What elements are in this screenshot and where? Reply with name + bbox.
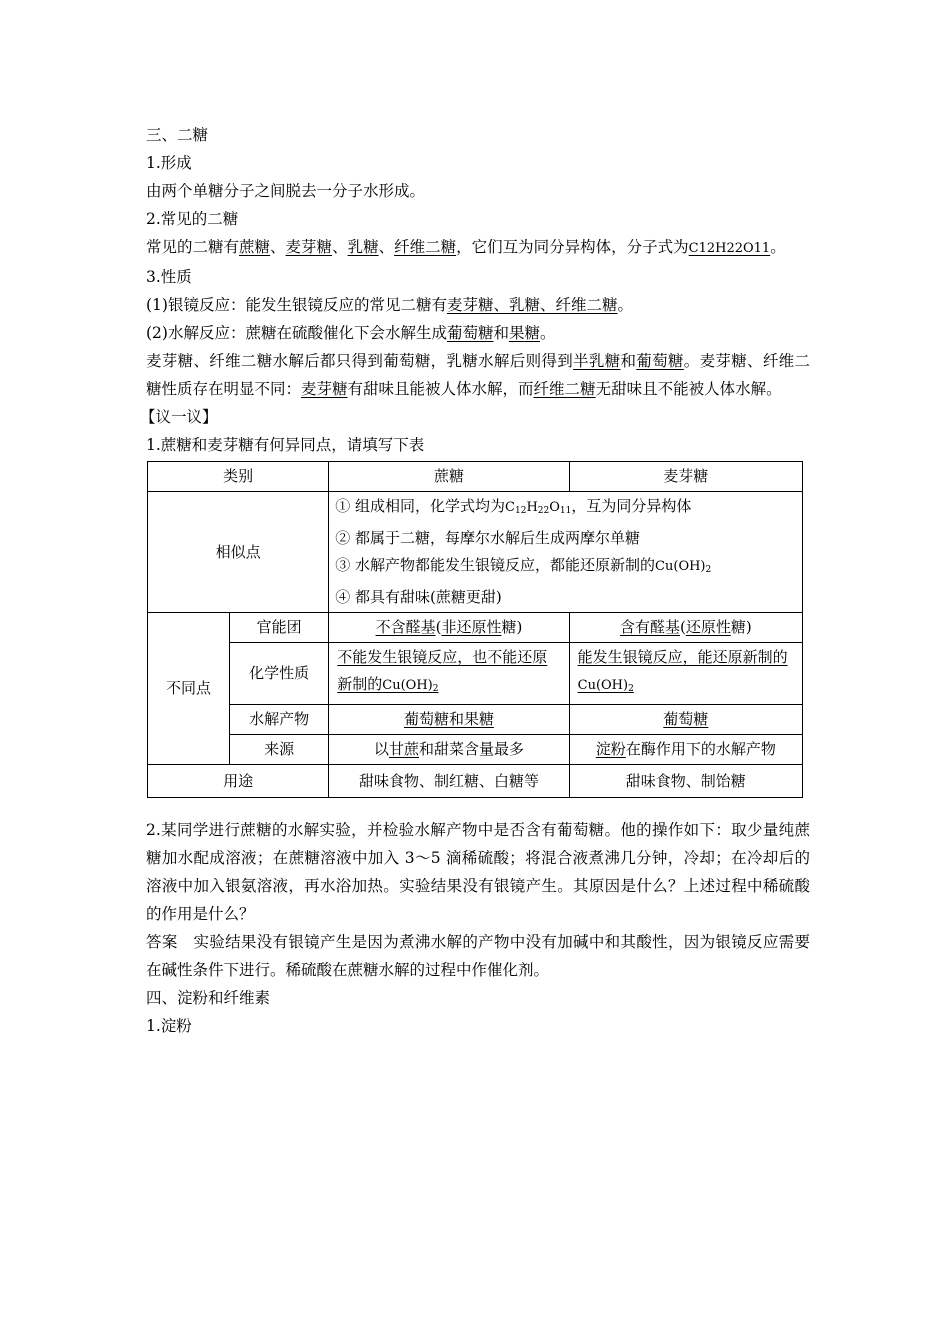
table-row-functional-group: [148, 613, 803, 643]
hydrolysis-products-sucrose: 葡萄糖和果糖: [329, 705, 569, 735]
document-body: [140, 121, 810, 1040]
paragraph-comparison: 麦芽糖、纤维二糖水解后都只得到葡萄糖，乳糖水解后则得到半乳糖和葡萄糖。麦芽糖、纤维二糖性质存在明显不同：麦芽糖有甜味且能被人体水解，而纤维二糖无甜味且不能被人体水解。: [146, 352, 810, 398]
question-2: 2.某同学进行蔗糖的水解实验，并检验水解产物中是否含有葡萄糖。他的操作如下：取少量纯蔗糖加水配成溶液；在蔗糖溶液中加入 3～5 滴稀硫酸；将混合液煮沸几分钟，冷却；在冷却后的溶液中加入银氨溶液，再水浴加热。实验结果没有银镜产生。其原因是什么？上述过程中稀硫酸的作用是什么？: [146, 821, 810, 923]
discuss-title: 【议一议】: [140, 408, 218, 426]
similarities-cell: [329, 492, 803, 613]
heading-common-disaccharides: 2.常见的二糖: [146, 210, 239, 228]
table-row-hydrolysis-products: [148, 705, 803, 735]
similarity-1: ① 组成相同，化学式均为$C_{12}H_{22}O_{11}$，互为同分异构体: [335, 497, 692, 516]
header-sucrose: 蔗糖: [329, 462, 569, 492]
table-row-source: [148, 735, 803, 765]
table-row-uses: [148, 765, 803, 798]
section-title-disaccharides: 三、二糖: [146, 126, 209, 144]
heading-formation: 1.形成: [146, 154, 192, 172]
heading-properties: 3.性质: [146, 268, 192, 286]
table-row-similarities: [148, 492, 803, 613]
similarity-3: ③ 水解产物都能发生银镜反应，都能还原新制的$Cu(OH)_2$: [335, 556, 712, 575]
differences-label: 不同点: [148, 613, 230, 765]
paragraph-silver-mirror: (1)银镜反应：能发生银镜反应的常见二糖有麦芽糖、乳糖、纤维二糖。: [146, 296, 633, 314]
heading-starch: 1.淀粉: [146, 1017, 192, 1035]
table-header-row: [148, 462, 803, 492]
section-title-starch-cellulose: 四、淀粉和纤维素: [146, 989, 271, 1007]
source-maltose: 淀粉在酶作用下的水解产物: [569, 735, 802, 765]
uses-maltose: 甜味食物、制饴糖: [569, 765, 802, 798]
functional-group-maltose: 含有醛基(还原性糖): [569, 613, 802, 643]
answer-2: 答案 实验结果没有银镜产生是因为煮沸水解的产物中没有加碱中和其酸性，因为银镜反应需要在碱性条件下进行。稀硫酸在蔗糖水解的过程中作催化剂。: [146, 933, 810, 979]
hydrolysis-products-label: 水解产物: [230, 705, 329, 735]
paragraph-common-disaccharides: 常见的二糖有蔗糖、麦芽糖、乳糖、纤维二糖，它们互为同分异构体，分子式为C12H22O11。: [146, 238, 786, 256]
chemical-properties-maltose: 能发生银镜反应，能还原新制的$Cu(OH)_2$: [569, 643, 802, 705]
question-1: 1.蔗糖和麦芽糖有何异同点，请填写下表: [146, 436, 425, 454]
functional-group-sucrose: 不含醛基(非还原性糖): [329, 613, 569, 643]
paragraph-hydrolysis: (2)水解反应：蔗糖在硫酸催化下会水解生成葡萄糖和果糖。: [146, 324, 556, 342]
header-category: 类别: [148, 462, 329, 492]
similarities-label: 相似点: [148, 492, 329, 613]
uses-sucrose: 甜味食物、制红糖、白糖等: [329, 765, 569, 798]
similarity-4: ④ 都具有甜味(蔗糖更甜): [335, 588, 502, 606]
paragraph-formation: 由两个单糖分子之间脱去一分子水形成。: [146, 182, 426, 200]
comparison-table: [147, 461, 803, 798]
chemical-properties-sucrose: 不能发生银镜反应，也不能还原新制的$Cu(OH)_2$: [329, 643, 569, 705]
hydrolysis-products-maltose: 葡萄糖: [569, 705, 802, 735]
chemical-properties-label: 化学性质: [230, 643, 329, 705]
header-maltose: 麦芽糖: [569, 462, 802, 492]
uses-label: 用途: [148, 765, 329, 798]
functional-group-label: 官能团: [230, 613, 329, 643]
table-row-chemical-properties: [148, 643, 803, 705]
similarity-2: ② 都属于二糖，每摩尔水解后生成两摩尔单糖: [335, 529, 641, 547]
molecular-formula: C12H22O11: [688, 241, 771, 256]
source-label: 来源: [230, 735, 329, 765]
source-sucrose: 以甘蔗和甜菜含量最多: [329, 735, 569, 765]
